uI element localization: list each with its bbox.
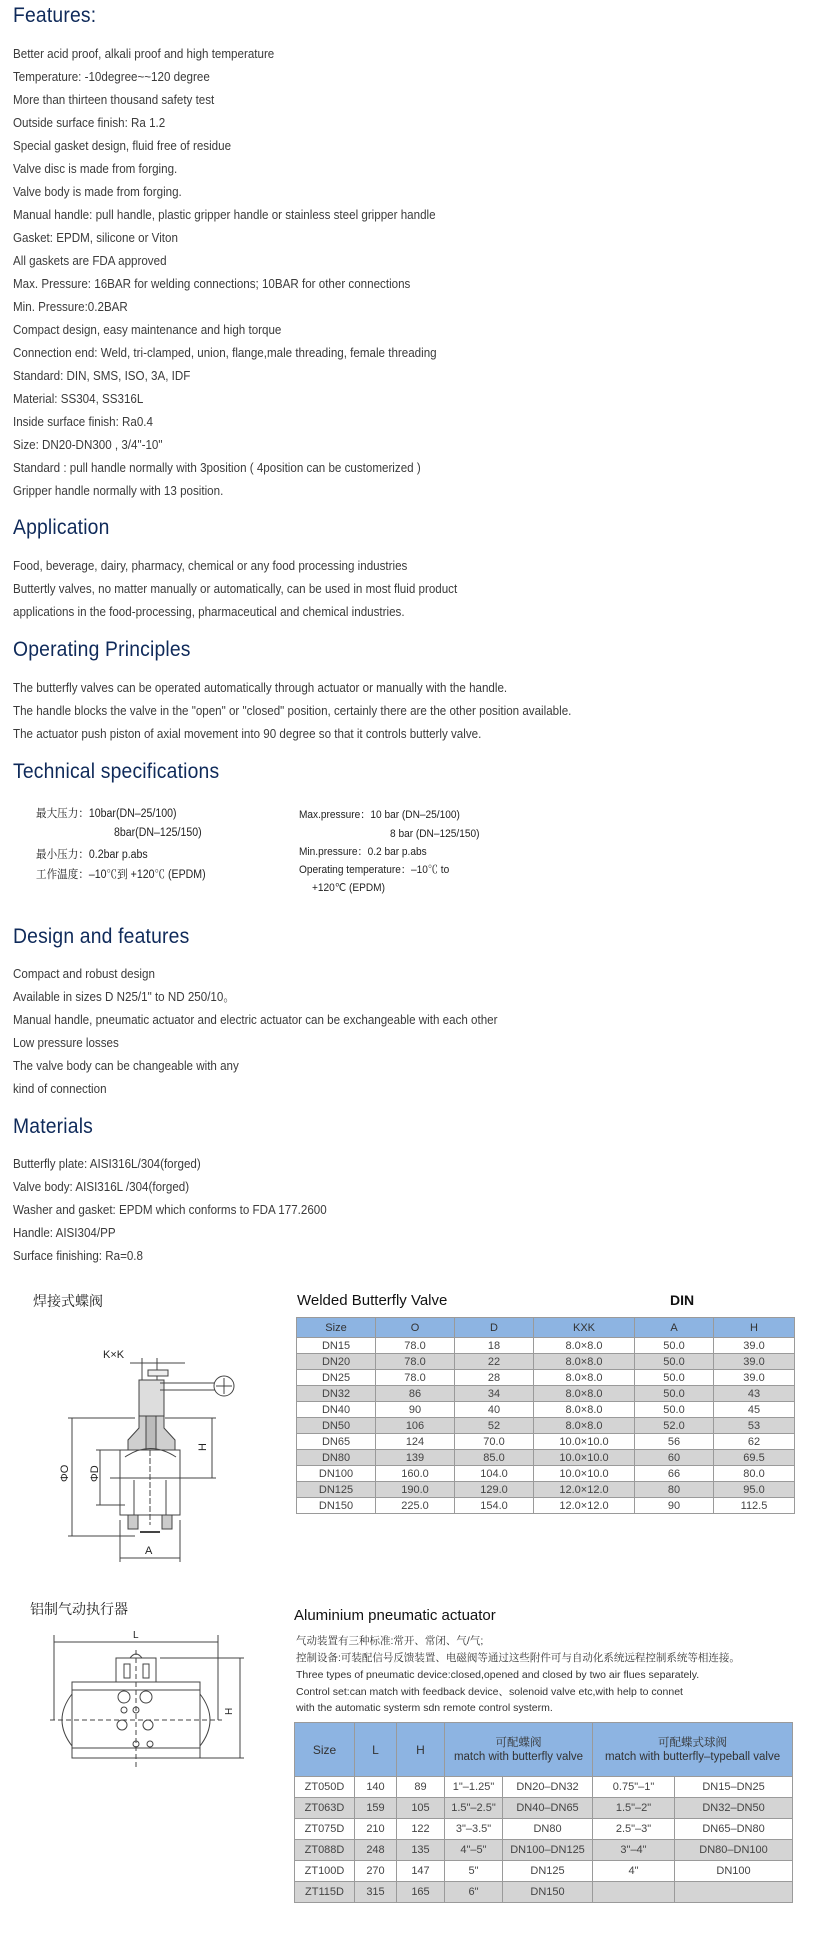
table-cell: 69.5 xyxy=(714,1450,795,1466)
table-row xyxy=(295,1819,793,1840)
table-cell: 106 xyxy=(376,1418,455,1434)
table-row xyxy=(295,1777,793,1798)
label-h: H xyxy=(197,1443,209,1451)
actuator-note: with the automatic systerm sdn remote control systerm. xyxy=(296,1702,553,1714)
table-cell: ZT075D xyxy=(295,1819,355,1840)
table-row xyxy=(295,1798,793,1819)
table-cell: 90 xyxy=(635,1498,714,1514)
table-cell: 10.0×10.0 xyxy=(534,1466,635,1482)
feature-item: Special gasket design, fluid free of residue xyxy=(13,138,232,153)
table-cell: 104.0 xyxy=(455,1466,534,1482)
table-cell: ZT050D xyxy=(295,1777,355,1798)
table-cell: 45 xyxy=(714,1402,795,1418)
application-item: Buttertly valves, no matter manually or automatically, can be used in most fluid product xyxy=(13,581,458,596)
table-cell: 85.0 xyxy=(455,1450,534,1466)
actuator-note: Three types of pneumatic device:closed,opened and closed by two air flues separately. xyxy=(296,1669,700,1681)
table-cell: 52.0 xyxy=(635,1418,714,1434)
table-cell: DN40 xyxy=(297,1402,376,1418)
table-cell: 139 xyxy=(376,1450,455,1466)
header-a: A xyxy=(635,1318,714,1338)
actuator-caption: 铝制气动执行器 xyxy=(30,1601,128,1617)
table-cell: 60 xyxy=(635,1450,714,1466)
actuator-table-title: Aluminium pneumatic actuator xyxy=(294,1607,496,1624)
label-d: ΦD xyxy=(89,1465,101,1482)
materials-item: Handle: AISI304/PP xyxy=(13,1225,116,1240)
table-cell: 8.0×8.0 xyxy=(534,1402,635,1418)
header-ball-en: match with butterfly–typeball valve xyxy=(604,1750,781,1763)
operating-item: The butterfly valves can be operated automatically through actuator or manually with the handle. xyxy=(13,680,508,695)
table-cell: 40 xyxy=(455,1402,534,1418)
welded-valve-table xyxy=(296,1317,795,1514)
table-cell: 18 xyxy=(455,1338,534,1354)
materials-item: Valve body: AISI316L /304(forged) xyxy=(13,1179,190,1194)
feature-item: Temperature: -10degree~~120 degree xyxy=(13,69,210,84)
table-cell: 80 xyxy=(635,1482,714,1498)
feature-item: Better acid proof, alkali proof and high temperature xyxy=(13,46,275,61)
feature-item: Gasket: EPDM, silicone or Viton xyxy=(13,230,178,245)
table-cell: 124 xyxy=(376,1434,455,1450)
materials-item: Washer and gasket: EPDM which conforms to FDA 177.2600 xyxy=(13,1202,327,1217)
table-cell: 315 xyxy=(355,1882,397,1903)
table-cell: 39.0 xyxy=(714,1370,795,1386)
feature-item: Outside surface finish: Ra 1.2 xyxy=(13,115,166,130)
table-cell: ZT100D xyxy=(295,1861,355,1882)
materials-item: Surface finishing: Ra=0.8 xyxy=(13,1248,143,1263)
table-cell: 86 xyxy=(376,1386,455,1402)
table-cell: 50.0 xyxy=(635,1354,714,1370)
table-cell: DN125 xyxy=(503,1861,593,1882)
header-size: Size xyxy=(297,1318,376,1338)
table-cell: 165 xyxy=(397,1882,445,1903)
table-row xyxy=(297,1354,795,1370)
table-cell: 225.0 xyxy=(376,1498,455,1514)
features-heading: Features: xyxy=(13,4,97,27)
header-l: L xyxy=(355,1723,397,1777)
table-cell: DN80 xyxy=(503,1819,593,1840)
table-cell: DN100 xyxy=(297,1466,376,1482)
welded-valve-caption: 焊接式蝶阀 xyxy=(33,1293,103,1309)
table-row xyxy=(297,1482,795,1498)
spec-cn-max-pressure-2: 8bar(DN–125/150) xyxy=(114,827,202,839)
table-cell: DN80–DN100 xyxy=(675,1840,793,1861)
spec-en-temperature: Operating temperature：–10℃ to xyxy=(299,864,450,876)
application-item: applications in the food-processing, pharmaceutical and chemical industries. xyxy=(13,604,405,619)
spec-en-max-pressure-2: 8 bar (DN–125/150) xyxy=(390,828,480,840)
table-cell: 5" xyxy=(445,1861,503,1882)
technical-heading: Technical specifications xyxy=(13,760,220,783)
table-cell: DN50 xyxy=(297,1418,376,1434)
table-cell: 28 xyxy=(455,1370,534,1386)
table-cell: DN20–DN32 xyxy=(503,1777,593,1798)
table-cell: 6" xyxy=(445,1882,503,1903)
header-ball-cn: 可配蝶式球阀 xyxy=(658,1736,728,1749)
spec-en-temperature-2: +120℃ (EPDM) xyxy=(312,882,385,894)
table-cell: 70.0 xyxy=(455,1434,534,1450)
table-cell: 50.0 xyxy=(635,1386,714,1402)
feature-item: Compact design, easy maintenance and high torque xyxy=(13,322,282,337)
table-cell: DN150 xyxy=(297,1498,376,1514)
feature-item: Size: DN20-DN300 , 3/4"-10" xyxy=(13,437,163,452)
table-cell: 95.0 xyxy=(714,1482,795,1498)
table-header-row xyxy=(297,1318,795,1338)
table-cell: 89 xyxy=(397,1777,445,1798)
table-cell: 12.0×12.0 xyxy=(534,1498,635,1514)
table-cell: 78.0 xyxy=(376,1370,455,1386)
header-d: D xyxy=(455,1318,534,1338)
table-cell: 50.0 xyxy=(635,1338,714,1354)
header-butterfly-en: match with butterfly valve xyxy=(453,1750,584,1763)
table-cell: 53 xyxy=(714,1418,795,1434)
feature-item: Material: SS304, SS316L xyxy=(13,391,144,406)
table-row xyxy=(297,1402,795,1418)
table-cell: 129.0 xyxy=(455,1482,534,1498)
table-cell: DN125 xyxy=(297,1482,376,1498)
header-h: H xyxy=(714,1318,795,1338)
spec-en-max-pressure: Max.pressure：10 bar (DN–25/100) xyxy=(299,809,460,821)
spec-en-min-pressure: Min.pressure：0.2 bar p.abs xyxy=(299,846,427,858)
header-ball-valve xyxy=(593,1723,793,1777)
table-cell: ZT063D xyxy=(295,1798,355,1819)
table-cell: ZT088D xyxy=(295,1840,355,1861)
table-cell: 10.0×10.0 xyxy=(534,1434,635,1450)
feature-item: Gripper handle normally with 13 position. xyxy=(13,483,224,498)
welded-table-title: Welded Butterfly Valve xyxy=(297,1292,448,1309)
table-cell: 8.0×8.0 xyxy=(534,1418,635,1434)
spec-cn-temperature: 工作温度：–10℃到 +120℃ (EPDM) xyxy=(36,869,206,881)
design-item: The valve body can be changeable with any xyxy=(13,1058,239,1073)
table-row xyxy=(297,1338,795,1354)
table-cell: 0.75"–1" xyxy=(593,1777,675,1798)
actuator-note: Control set:can match with feedback device、solenoid valve etc,with help to connet xyxy=(296,1686,683,1698)
table-cell: 1.5"–2" xyxy=(593,1798,675,1819)
table-cell: ZT115D xyxy=(295,1882,355,1903)
feature-item: Valve disc is made from forging. xyxy=(13,161,178,176)
table-cell: 210 xyxy=(355,1819,397,1840)
table-cell: 147 xyxy=(397,1861,445,1882)
table-cell: 190.0 xyxy=(376,1482,455,1498)
feature-item: Manual handle: pull handle, plastic gripper handle or stainless steel gripper handle xyxy=(13,207,436,222)
features-list xyxy=(13,42,494,502)
table-cell: 8.0×8.0 xyxy=(534,1354,635,1370)
table-cell xyxy=(675,1882,793,1903)
table-cell: 12.0×12.0 xyxy=(534,1482,635,1498)
table-cell: 66 xyxy=(635,1466,714,1482)
table-cell: DN100–DN125 xyxy=(503,1840,593,1861)
design-heading: Design and features xyxy=(13,925,190,948)
table-cell: 52 xyxy=(455,1418,534,1434)
table-cell: 56 xyxy=(635,1434,714,1450)
design-item: Low pressure losses xyxy=(13,1035,119,1050)
design-item: kind of connection xyxy=(13,1081,107,1096)
design-item: Available in sizes D N25/1" to ND 250/10。 xyxy=(13,989,235,1004)
table-cell: 8.0×8.0 xyxy=(534,1386,635,1402)
actuator-drawing xyxy=(0,1620,290,1810)
table-cell: 4"–5" xyxy=(445,1840,503,1861)
table-header-row xyxy=(295,1723,793,1777)
table-cell: DN65–DN80 xyxy=(675,1819,793,1840)
table-row xyxy=(297,1418,795,1434)
table-cell: 154.0 xyxy=(455,1498,534,1514)
table-cell: 10.0×10.0 xyxy=(534,1450,635,1466)
welded-table-standard: DIN xyxy=(670,1292,695,1308)
feature-item: Min. Pressure:0.2BAR xyxy=(13,299,128,314)
table-cell: DN15 xyxy=(297,1338,376,1354)
actuator-note: 气动装置有三种标准:常开、常闭、气/气; xyxy=(296,1635,484,1647)
table-cell: DN80 xyxy=(297,1450,376,1466)
header-kxk: KXK xyxy=(534,1318,635,1338)
design-item: Manual handle, pneumatic actuator and electric actuator can be exchangeable with each other xyxy=(13,1012,498,1027)
table-cell: 3"–3.5" xyxy=(445,1819,503,1840)
operating-item: The actuator push piston of axial movement into 90 degree so that it controls butterly valve. xyxy=(13,726,482,741)
label-kxk: K×K xyxy=(103,1349,125,1361)
materials-item: Butterfly plate: AISI316L/304(forged) xyxy=(13,1156,201,1171)
table-cell: 160.0 xyxy=(376,1466,455,1482)
table-cell: 62 xyxy=(714,1434,795,1450)
operating-item: The handle blocks the valve in the "open" or "closed" position, certainly there are the other position available. xyxy=(13,703,572,718)
table-cell: 78.0 xyxy=(376,1338,455,1354)
table-cell: 8.0×8.0 xyxy=(534,1338,635,1354)
actuator-note: 控制设备:可装配信号反馈装置、电磁阀等通过这些附件可与自动化系统远程控制系统等相连接。 xyxy=(296,1652,740,1664)
feature-item: More than thirteen thousand safety test xyxy=(13,92,215,107)
table-row xyxy=(297,1434,795,1450)
table-cell: 2.5"–3" xyxy=(593,1819,675,1840)
table-cell: 248 xyxy=(355,1840,397,1861)
table-cell: 39.0 xyxy=(714,1354,795,1370)
label-l: L xyxy=(133,1630,139,1641)
feature-item: Valve body is made from forging. xyxy=(13,184,182,199)
table-cell: 22 xyxy=(455,1354,534,1370)
table-cell: 50.0 xyxy=(635,1370,714,1386)
table-cell: 122 xyxy=(397,1819,445,1840)
spec-cn-min-pressure: 最小压力：0.2bar p.abs xyxy=(36,849,148,861)
table-cell: 78.0 xyxy=(376,1354,455,1370)
table-cell: 80.0 xyxy=(714,1466,795,1482)
table-cell xyxy=(593,1882,675,1903)
label-a: A xyxy=(145,1545,153,1557)
table-row xyxy=(295,1861,793,1882)
header-o: O xyxy=(376,1318,455,1338)
header-h: H xyxy=(397,1723,445,1777)
label-o: ΦO xyxy=(59,1464,71,1482)
feature-item: Max. Pressure: 16BAR for welding connections; 10BAR for other connections xyxy=(13,276,411,291)
table-cell: 1.5"–2.5" xyxy=(445,1798,503,1819)
header-butterfly xyxy=(445,1723,593,1777)
feature-item: Standard : pull handle normally with 3position ( 4position can be customerized ) xyxy=(13,460,421,475)
table-cell: 50.0 xyxy=(635,1402,714,1418)
materials-list xyxy=(13,1152,369,1267)
feature-item: Connection end: Weld, tri-clamped, union, flange,male threading, female threading xyxy=(13,345,437,360)
table-cell: 39.0 xyxy=(714,1338,795,1354)
feature-item: All gaskets are FDA approved xyxy=(13,253,167,268)
table-cell: DN40–DN65 xyxy=(503,1798,593,1819)
design-item: Compact and robust design xyxy=(13,966,155,981)
operating-list xyxy=(13,676,648,745)
operating-heading: Operating Principles xyxy=(13,638,191,661)
table-cell: 140 xyxy=(355,1777,397,1798)
table-cell: 1"–1.25" xyxy=(445,1777,503,1798)
table-row xyxy=(297,1466,795,1482)
table-cell: DN100 xyxy=(675,1861,793,1882)
table-cell: DN150 xyxy=(503,1882,593,1903)
table-cell: DN25 xyxy=(297,1370,376,1386)
table-cell: 159 xyxy=(355,1798,397,1819)
table-cell: DN15–DN25 xyxy=(675,1777,793,1798)
table-cell: DN32–DN50 xyxy=(675,1798,793,1819)
table-cell: 112.5 xyxy=(714,1498,795,1514)
table-cell: 270 xyxy=(355,1861,397,1882)
table-cell: DN32 xyxy=(297,1386,376,1402)
feature-item: Standard: DIN, SMS, ISO, 3A, IDF xyxy=(13,368,191,383)
table-cell: 105 xyxy=(397,1798,445,1819)
table-cell: 4" xyxy=(593,1861,675,1882)
table-cell: 3"–4" xyxy=(593,1840,675,1861)
table-cell: 90 xyxy=(376,1402,455,1418)
table-row xyxy=(295,1882,793,1903)
table-row xyxy=(297,1386,795,1402)
application-item: Food, beverage, dairy, pharmacy, chemical or any food processing industries xyxy=(13,558,408,573)
spec-cn-max-pressure: 最大压力：10bar(DN–25/100) xyxy=(36,808,177,820)
label-actuator-h: H xyxy=(224,1707,235,1715)
table-cell: DN20 xyxy=(297,1354,376,1370)
table-row xyxy=(297,1498,795,1514)
actuator-table xyxy=(294,1722,793,1903)
table-cell: 34 xyxy=(455,1386,534,1402)
table-cell: 8.0×8.0 xyxy=(534,1370,635,1386)
table-row xyxy=(295,1840,793,1861)
header-butterfly-cn: 可配蝶阀 xyxy=(495,1736,542,1749)
table-cell: 135 xyxy=(397,1840,445,1861)
header-size: Size xyxy=(295,1723,355,1777)
table-cell: DN65 xyxy=(297,1434,376,1450)
application-list xyxy=(13,554,518,623)
design-list xyxy=(13,962,564,1100)
application-heading: Application xyxy=(13,516,110,539)
table-row xyxy=(297,1370,795,1386)
table-cell: 43 xyxy=(714,1386,795,1402)
table-row xyxy=(297,1450,795,1466)
welded-valve-drawing xyxy=(0,1320,290,1557)
feature-item: Inside surface finish: Ra0.4 xyxy=(13,414,153,429)
materials-heading: Materials xyxy=(13,1115,94,1138)
